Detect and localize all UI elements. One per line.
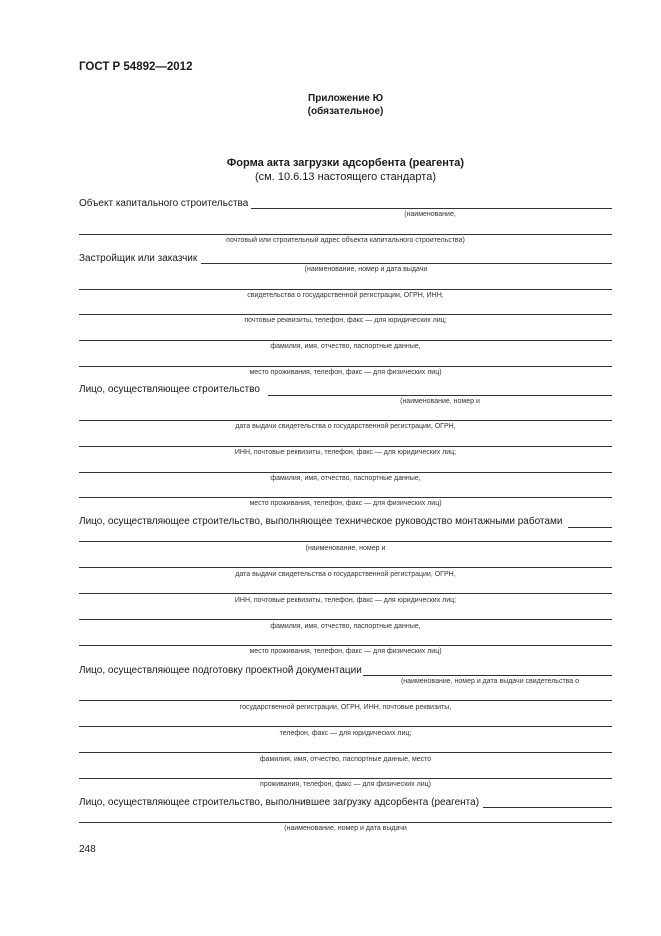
designer-field-4[interactable] — [79, 752, 612, 753]
field-caption: проживания, телефон, факс — для физических лиц) — [260, 781, 431, 788]
field-caption: дата выдачи свидетельства о государственной регистрации, ОГРН, — [235, 423, 456, 430]
builder-field-4[interactable] — [79, 472, 612, 473]
field-caption: почтовые реквизиты, телефон, факс — для юридических лиц; — [244, 317, 447, 324]
developer-field-2[interactable] — [79, 289, 612, 290]
designer-label: Лицо, осуществляющее подготовку проектной документации — [79, 665, 362, 676]
field-caption: место проживания, телефон, факс — для физических лиц) — [249, 648, 442, 655]
field-caption: (наименование, номер и дата выдачи свидетельства о — [400, 678, 580, 685]
field-caption: (наименование, номер и дата выдачи — [284, 825, 407, 832]
builder-field[interactable] — [268, 395, 612, 396]
developer-label: Застройщик или заказчик — [79, 253, 198, 264]
builder-field-3[interactable] — [79, 446, 612, 447]
field-caption: (наименование, — [404, 211, 456, 218]
developer-field-4[interactable] — [79, 340, 612, 341]
developer-field-5[interactable] — [79, 366, 612, 367]
installer-field-3[interactable] — [79, 567, 612, 568]
installer-field[interactable] — [568, 527, 612, 528]
field-caption: место проживания, телефон, факс — для физических лиц) — [249, 500, 442, 507]
field-caption: свидетельства о государственной регистрации, ОГРН, ИНН, — [247, 292, 444, 299]
object-label: Объект капитального строительства — [79, 198, 249, 209]
installer-field-6[interactable] — [79, 645, 612, 646]
standard-designation: ГОСТ Р 54892—2012 — [79, 61, 193, 73]
field-caption: (наименование, номер и — [400, 398, 480, 405]
field-caption: телефон, факс — для юридических лиц; — [279, 730, 412, 737]
object-name-field[interactable] — [251, 208, 612, 209]
builder-label: Лицо, осуществляющее строительство — [79, 384, 260, 395]
loader-field[interactable] — [483, 807, 612, 808]
loader-field-2[interactable] — [79, 822, 612, 823]
field-caption: (наименование, номер и дата выдачи — [304, 266, 428, 273]
page-number: 248 — [79, 844, 96, 855]
appendix-title: Приложение Ю — [308, 93, 383, 104]
field-caption: фамилия, имя, отчество, паспортные данные, — [270, 475, 421, 482]
field-caption: (наименование, номер и — [305, 545, 386, 552]
form-subtitle: (см. 10.6.13 настоящего стандарта) — [255, 171, 436, 183]
builder-field-5[interactable] — [79, 497, 612, 498]
installer-field-2[interactable] — [79, 541, 612, 542]
field-caption: ИНН, почтовые реквизиты, телефон, факс — для юридических лиц; — [234, 597, 457, 604]
developer-field-3[interactable] — [79, 314, 612, 315]
designer-field[interactable] — [363, 675, 612, 676]
designer-field-3[interactable] — [79, 726, 612, 727]
field-caption: фамилия, имя, отчество, паспортные данные, — [270, 623, 421, 630]
loader-label: Лицо, осуществляющее строительство, выполнившее загрузку адсорбента (реагента) — [79, 797, 480, 808]
field-caption: почтовый или строительный адрес объекта капитального строительства) — [226, 237, 465, 244]
form-title: Форма акта загрузки адсорбента (реагента) — [226, 157, 465, 169]
installer-field-5[interactable] — [79, 619, 612, 620]
field-caption: государственной регистрации, ОГРН, ИНН, почтовые реквизиты, — [239, 704, 452, 711]
appendix-status: (обязательное) — [307, 106, 384, 117]
designer-field-5[interactable] — [79, 778, 612, 779]
installer-label: Лицо, осуществляющее строительство, выполняющее техническое руководство монтажными работами — [79, 516, 563, 527]
developer-field[interactable] — [201, 263, 612, 264]
designer-field-2[interactable] — [79, 700, 612, 701]
field-caption: ИНН, почтовые реквизиты, телефон, факс — для юридических лиц; — [234, 449, 457, 456]
field-caption: место проживания, телефон, факс — для физических лиц) — [249, 369, 442, 376]
field-caption: фамилия, имя, отчество, паспортные данные, — [270, 343, 421, 350]
field-caption: фамилия, имя, отчество, паспортные данные, место — [259, 756, 432, 763]
field-caption: дата выдачи свидетельства о государственной регистрации, ОГРН, — [235, 571, 456, 578]
installer-field-4[interactable] — [79, 593, 612, 594]
object-address-field[interactable] — [79, 234, 612, 235]
builder-field-2[interactable] — [79, 420, 612, 421]
